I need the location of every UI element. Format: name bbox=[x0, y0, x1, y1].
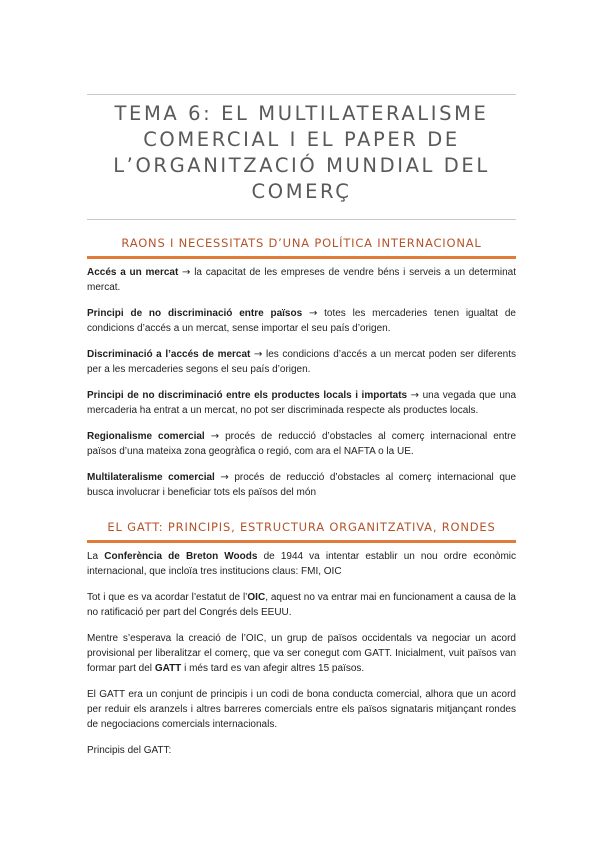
definition-term: Accés a un mercat bbox=[87, 267, 179, 278]
definition-term: Multilateralisme comercial bbox=[87, 472, 215, 483]
definition-item bbox=[87, 388, 516, 418]
definition-text: procés de reducció d’obstacles al comerç internacional que busca involucrar i beneficiar tots els països del món bbox=[87, 472, 517, 498]
definition-term: Principi de no discriminació entre països bbox=[87, 308, 303, 319]
section-raons-content bbox=[87, 265, 516, 511]
paragraph bbox=[87, 590, 516, 620]
paragraph-text: de 1944 va intentar establir un nou ordre econòmic internacional, que incloïa tres institucions claus: FMI, OIC bbox=[87, 551, 517, 577]
document-title: TEMA 6: EL MULTILATERALISME COMERCIAL I EL PAPER DE L’ORGANITZACIÓ MUNDIAL DEL COMERÇ bbox=[113, 102, 490, 203]
paragraph bbox=[87, 549, 516, 579]
definition-text: procés de reducció d’obstacles al comerç internacional entre països d’una mateixa zona geogràfica o regió, com ara el NAFTA o la UE. bbox=[87, 431, 517, 457]
definition-term: Discriminació a l’accés de mercat bbox=[87, 349, 251, 360]
arrow-icon: → bbox=[308, 308, 318, 319]
definition-text: la capacitat de les empreses de vendre béns i serveis a un determinat mercat. bbox=[87, 267, 516, 293]
paragraph: Principis del GATT: bbox=[87, 745, 172, 756]
definition-term: Principi de no discriminació entre els productes locals i importats bbox=[87, 390, 408, 401]
definition-item bbox=[87, 306, 516, 336]
paragraph-text: , aquest no va entrar mai en funcionament a causa de la no ratificació per part del Congrés dels EEUU. bbox=[87, 592, 516, 618]
arrow-icon: → bbox=[220, 472, 229, 483]
paragraph-text: Tot i que es va acordar l’estatut de l’ bbox=[87, 592, 248, 603]
section-gatt-content bbox=[87, 549, 516, 769]
paragraph bbox=[87, 631, 516, 676]
definition-text: les condicions d’accés a un mercat poden ser diferents per a les mercaderies segons el seu país d’origen. bbox=[87, 349, 517, 375]
paragraph-text: Mentre s’esperava la creació de l’OIC, un grup de països occidentals va negociar un acord provisional per liberalitzar el comerç, que va ser conegut com GATT. Inicialment, vuit països van formar part del bbox=[87, 633, 516, 674]
definition-text: una vegada que una mercaderia ha entrat a un mercat, no pot ser discriminada respecte als productes locals. bbox=[87, 390, 517, 416]
paragraph: El GATT era un conjunt de principis i un codi de bona conducta comercial, alhora que un acord per reduir els aranzels i altres barreres comercials entre els països signataris mitjançant rondes de negociacions comercials internacionals. bbox=[87, 689, 516, 730]
bold-term: OIC bbox=[247, 592, 266, 603]
bold-term: Conferència de Breton Woods bbox=[104, 551, 258, 562]
arrow-icon: → bbox=[182, 267, 191, 278]
section-heading-gatt: EL GATT: PRINCIPIS, ESTRUCTURA ORGANITZATIVA, RONDES bbox=[87, 520, 516, 543]
definition-text: totes les mercaderies tenen igualtat de condicions d’accés a un mercat, sense importar el seu país d’origen. bbox=[87, 308, 516, 334]
definition-item bbox=[87, 429, 516, 459]
definition-item bbox=[87, 347, 516, 377]
definition-term: Regionalisme comercial bbox=[87, 431, 205, 442]
title-block bbox=[87, 94, 516, 220]
definition-item bbox=[87, 470, 516, 500]
arrow-icon: → bbox=[253, 349, 263, 360]
bold-term: GATT bbox=[154, 663, 182, 674]
section-heading-raons: RAONS I NECESSITATS D’UNA POLÍTICA INTERNACIONAL bbox=[87, 236, 516, 259]
paragraph-text: i més tard es van afegir altres 15 països. bbox=[181, 663, 365, 674]
arrow-icon: → bbox=[410, 390, 420, 401]
paragraph-text: La bbox=[87, 551, 105, 562]
arrow-icon: → bbox=[210, 431, 220, 442]
definition-item bbox=[87, 265, 516, 295]
